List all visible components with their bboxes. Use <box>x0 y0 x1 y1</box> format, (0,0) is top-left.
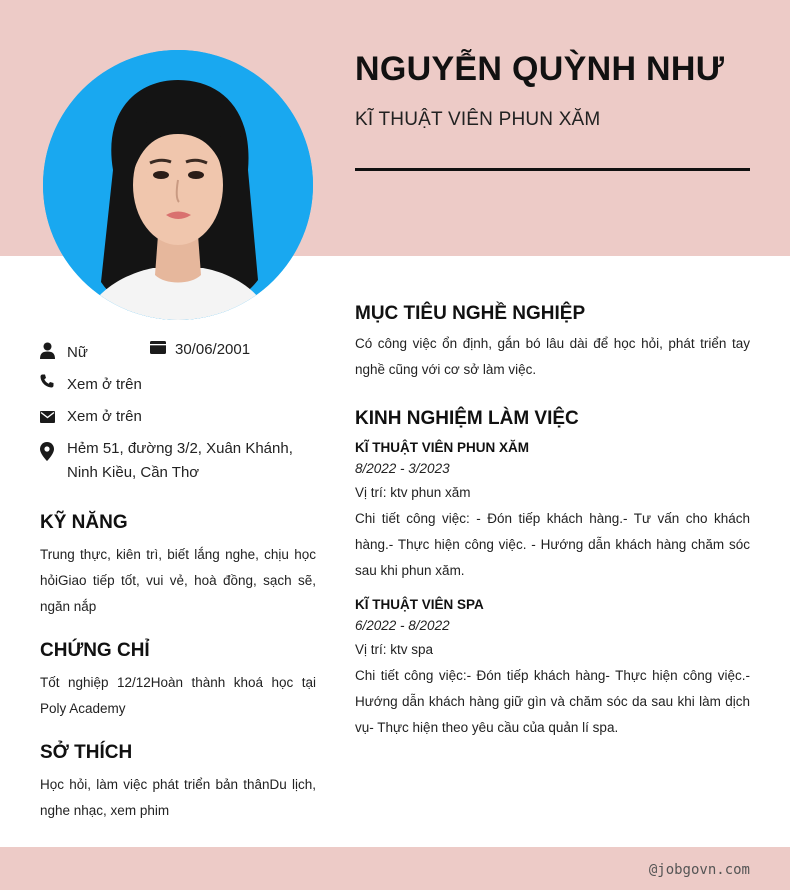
phone-value: Xem ở trên <box>67 376 142 393</box>
skills-section <box>40 512 316 620</box>
email-value: Xem ở trên <box>67 408 142 425</box>
certificates-section <box>40 640 316 722</box>
experience-section <box>355 408 750 741</box>
candidate-job-title: KĨ THUẬT VIÊN PHUN XĂM <box>355 109 601 130</box>
experience-job-position: Vị trí: ktv phun xăm <box>355 485 471 500</box>
footer-watermark: @jobgovn.com <box>648 862 750 878</box>
gender-row <box>40 341 88 365</box>
experience-job-date: 8/2022 - 3/2023 <box>355 461 450 476</box>
calendar-icon <box>150 341 175 358</box>
experience-item <box>355 440 750 584</box>
certificates-text: Tốt nghiệp 12/12Hoàn thành khoá học tại Poly Academy <box>40 675 316 716</box>
experience-job-details: Chi tiết công việc:- Đón tiếp khách hàng- Thực hiện công việc.- Hướng dẫn khách hàng giữ gìn và chăm sóc da sau khi làm dịch vụ- Thực hiện theo yêu cầu của quản lí spa. <box>355 668 750 735</box>
location-pin-icon <box>40 437 67 465</box>
experience-job-details: Chi tiết công việc: - Đón tiếp khách hàng.- Tư vấn cho khách hàng.- Thực hiện công việc. - Hướng dẫn khách hàng chăm sóc sau khi phun xăm. <box>355 511 750 578</box>
email-row <box>40 405 142 429</box>
experience-job-title: KĨ THUẬT VIÊN PHUN XĂM <box>355 440 530 455</box>
experience-job-date: 6/2022 - 8/2022 <box>355 618 450 633</box>
objective-title: MỤC TIÊU NGHỀ NGHIỆP <box>355 303 586 324</box>
hobbies-title: SỞ THÍCH <box>40 742 133 763</box>
experience-title: KINH NGHIỆM LÀM VIỆC <box>355 408 579 429</box>
experience-job-position: Vị trí: ktv spa <box>355 642 434 657</box>
skills-text: Trung thực, kiên trì, biết lắng nghe, chịu học hỏiGiao tiếp tốt, vui vẻ, hoà đồng, sạch sẽ, ngăn nắp <box>40 547 316 614</box>
person-icon <box>40 341 67 363</box>
certificates-title: CHỨNG CHỈ <box>40 640 150 661</box>
experience-item <box>355 597 750 741</box>
candidate-name: NGUYỄN QUỲNH NHƯ <box>355 50 725 88</box>
address-value: Hẻm 51, đường 3/2, Xuân Khánh, Ninh Kiều, Cần Thơ <box>67 440 293 481</box>
phone-icon <box>40 373 67 392</box>
mail-icon <box>40 405 67 427</box>
title-divider <box>355 168 750 171</box>
hobbies-text: Học hỏi, làm việc phát triển bản thânDu lịch, nghe nhạc, xem phim <box>40 777 316 818</box>
address-row <box>40 437 316 485</box>
dob-value: 30/06/2001 <box>175 341 251 358</box>
objective-section <box>355 303 750 383</box>
hobbies-section <box>40 742 316 824</box>
profile-photo <box>43 50 313 320</box>
experience-job-title: KĨ THUẬT VIÊN SPA <box>355 597 484 612</box>
skills-title: KỸ NĂNG <box>40 512 128 533</box>
objective-text: Có công việc ổn định, gắn bó lâu dài để học hỏi, phát triển tay nghề cũng với cơ sở làm việc. <box>355 336 750 377</box>
portrait-illustration <box>43 50 313 320</box>
phone-row <box>40 373 142 397</box>
dob-row <box>150 341 250 358</box>
gender-value: Nữ <box>67 344 88 361</box>
